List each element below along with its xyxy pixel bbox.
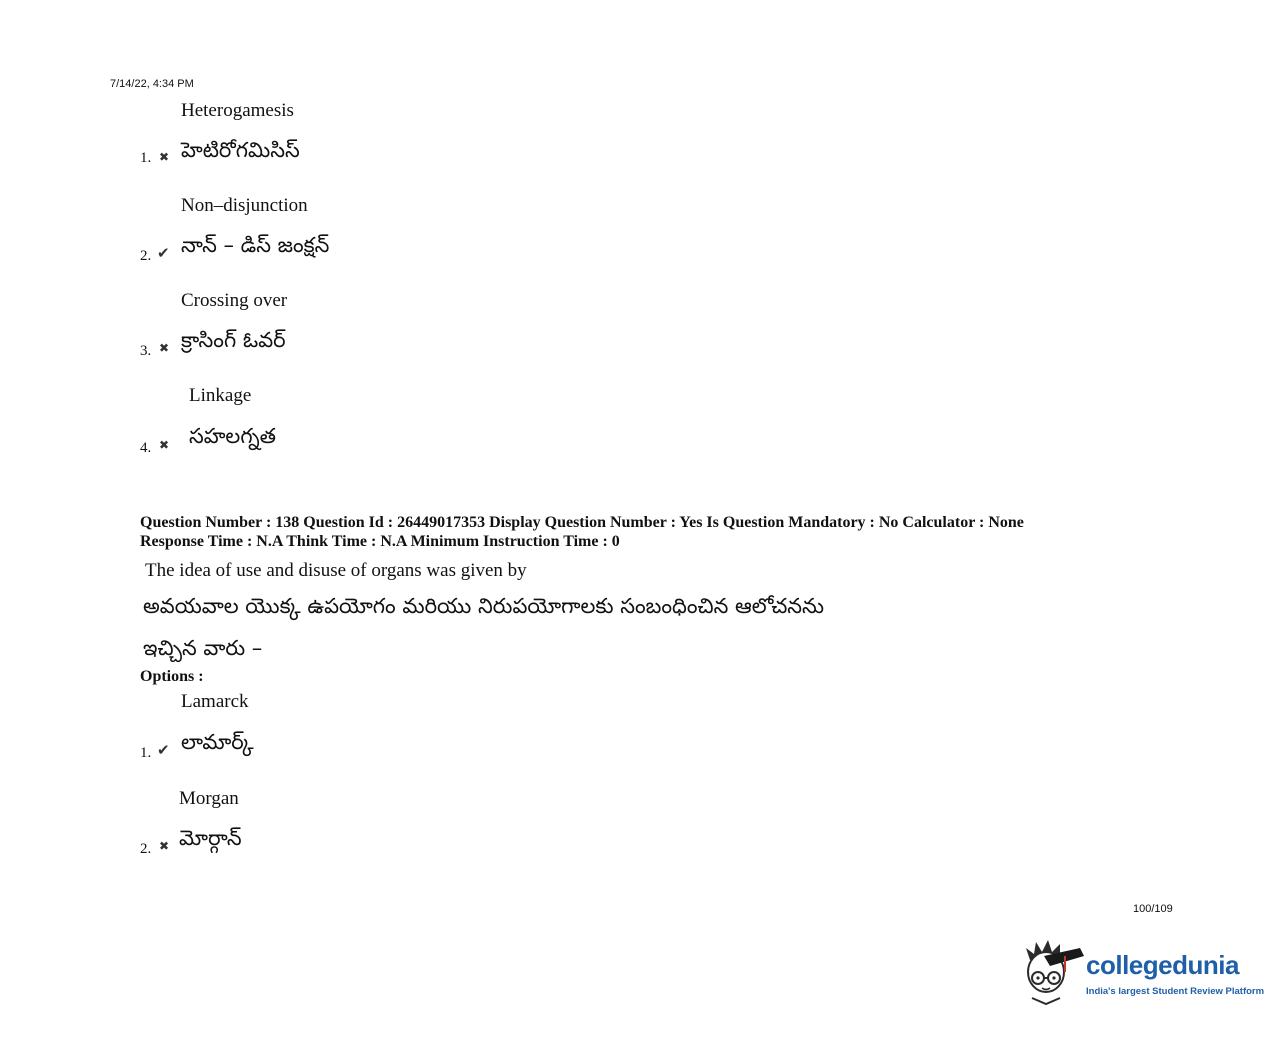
question-text-english: The idea of use and disuse of organs was given by [145,560,527,581]
options-label: Options : [140,668,204,685]
prev-option-2-telugu: నాన్ – డిస్ జంక్షన్ [181,233,330,257]
checkmark-icon: ✔ [157,244,170,262]
question-text-telugu-line-1: అవయవాల యొక్క ఉపయోగం మరియు నిరుపయోగాలకు సంబంధించిన ఆలోచనను [143,594,825,618]
prev-option-3-number: 3. [140,343,152,359]
option-2-number: 2. [140,841,152,857]
mascot-icon [1022,938,1084,1008]
cross-icon: ✖ [159,341,170,355]
print-timestamp: 7/14/22, 4:34 PM [110,78,194,90]
prev-option-4-telugu: సహలగ్నత [189,424,276,448]
option-1-number: 1. [140,745,152,761]
checkmark-icon: ✔ [157,741,170,759]
option-2-english: Morgan [179,788,239,809]
logo-wordmark: collegedunia [1086,950,1239,980]
question-meta-line-1: Question Number : 138 Question Id : 26449017353 Display Question Number : Yes Is Question Mandatory : No Calculator : None [140,514,1024,531]
cross-icon: ✖ [159,438,170,452]
prev-option-1-english: Heterogamesis [181,100,294,121]
prev-option-3-telugu: క్రాసింగ్ ఓవర్ [181,328,286,352]
prev-option-2-english: Non–disjunction [181,195,308,216]
option-2-telugu: మోర్గాన్ [179,826,242,850]
option-1-telugu: లామార్క్ [181,730,254,754]
option-1-english: Lamarck [181,691,249,712]
collegedunia-logo [1022,936,1265,1012]
prev-option-1-telugu: హెటిరోగమిసిస్ [181,138,300,162]
cross-icon: ✖ [159,839,170,853]
page-number: 100/109 [1133,903,1173,915]
prev-option-2-number: 2. [140,248,152,264]
cross-icon: ✖ [159,150,170,164]
question-text-telugu-line-2: ఇచ్చిన వారు – [143,636,263,660]
prev-option-4-english: Linkage [189,385,252,406]
prev-option-4-number: 4. [140,440,152,456]
prev-option-3-english: Crossing over [181,290,288,311]
question-meta-line-2: Response Time : N.A Think Time : N.A Minimum Instruction Time : 0 [140,533,620,550]
logo-tagline: India's largest Student Review Platform [1086,986,1265,997]
prev-option-1-number: 1. [140,150,152,166]
